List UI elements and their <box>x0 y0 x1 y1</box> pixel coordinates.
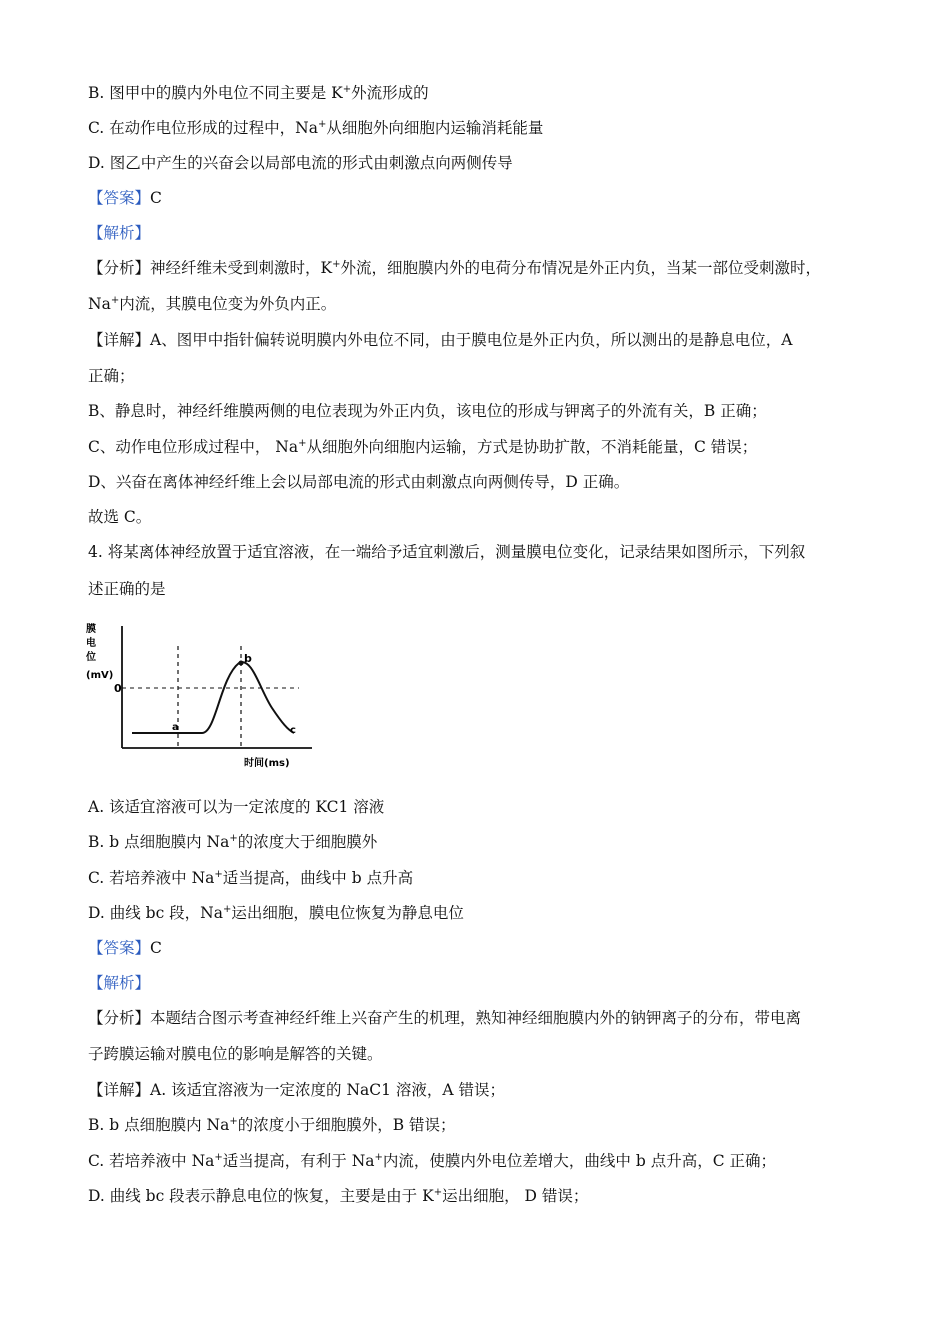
analysis-tag-2: 【解析】 <box>88 974 151 992</box>
superscript: + <box>110 294 120 306</box>
detail-line-4 <box>88 437 890 457</box>
answer-tag: 【答案】 <box>88 939 151 957</box>
text-segment: 的浓度小于细胞膜外，B 错误； <box>237 1116 456 1134</box>
superscript: + <box>229 832 238 844</box>
detail-c <box>88 1151 890 1171</box>
superscript: + <box>229 1115 238 1127</box>
superscript: + <box>223 903 232 915</box>
text-segment: 从细胞外向细胞内运输消耗能量 <box>326 119 544 137</box>
text-segment: 从细胞外向细胞内运输，方式是协助扩散，不消耗能量，C 错误； <box>306 438 758 456</box>
answer-line-2 <box>88 938 890 958</box>
question-4-stem-2: 述正确的是 <box>88 580 166 598</box>
analysis-line-2 <box>88 294 890 314</box>
superscript: + <box>214 1151 223 1163</box>
superscript: + <box>332 258 341 270</box>
analysis-line-1 <box>88 258 890 278</box>
text-segment: C. 在动作电位形成的过程中，Na <box>88 119 318 137</box>
option-a: A. 该适宜溶液可以为一定浓度的 KC1 溶液 <box>88 798 385 816</box>
text-segment: C. 若培养液中 Na <box>88 869 215 887</box>
text-segment: 运出细胞， D 错误； <box>442 1187 589 1205</box>
text-segment: 的浓度大于细胞膜外 <box>237 833 378 851</box>
text-segment: 内流，使膜内外电位差增大，曲线中 b 点升高，C 正确； <box>382 1152 776 1170</box>
superscript: + <box>342 83 352 95</box>
answer-value: C <box>150 939 162 957</box>
option-c <box>88 868 890 888</box>
membrane-potential-figure <box>84 618 324 776</box>
x-axis-label: 时间(ms) <box>244 758 290 769</box>
text-segment: B. 图甲中的膜内外电位不同主要是 K <box>88 84 343 102</box>
analysis-line-4: 子跨膜运输对膜电位的影响是解答的关键。 <box>88 1045 383 1063</box>
option-c-prev <box>88 118 890 138</box>
detail-a: 【详解】A. 该适宜溶液为一定浓度的 NaC1 溶液，A 错误； <box>88 1081 506 1099</box>
superscript: + <box>433 1186 443 1198</box>
superscript: + <box>374 1151 383 1163</box>
text-segment: 内流，其膜电位变为外负内正。 <box>119 295 337 313</box>
analysis-tag-1: 【解析】 <box>88 224 151 242</box>
text-segment: Na <box>88 295 111 313</box>
superscript: + <box>214 868 223 880</box>
detail-line-2: 正确； <box>88 367 135 385</box>
y-label-1: 膜 <box>86 624 96 635</box>
answer-value: C <box>150 189 162 207</box>
zero-label: 0 <box>114 682 122 695</box>
point-c-label: c <box>290 725 296 736</box>
y-label-2: 电 <box>86 638 96 649</box>
detail-d <box>88 1186 890 1206</box>
text-segment: 外流，细胞膜内外的电荷分布情况是外正内负，当某一部位受刺激时， <box>340 259 821 277</box>
detail-b <box>88 1115 890 1135</box>
option-b-prev <box>88 83 890 103</box>
point-b-dot <box>239 661 244 666</box>
text-segment: D. 曲线 bc 段表示静息电位的恢复，主要是由于 K <box>88 1187 434 1205</box>
point-b-label: b <box>244 652 252 665</box>
text-segment: 适当提高，曲线中 b 点升高 <box>222 869 414 887</box>
superscript: + <box>298 437 307 449</box>
text-segment: C. 若培养液中 Na <box>88 1152 215 1170</box>
text-segment: D. 曲线 bc 段，Na <box>88 904 223 922</box>
text-segment: 适当提高，有利于 Na <box>222 1152 375 1170</box>
option-d-prev: D. 图乙中产生的兴奋会以局部电流的形式由刺激点向两侧传导 <box>88 154 513 172</box>
question-4-stem-1: 4. 将某离体神经放置于适宜溶液，在一端给予适宜刺激后，测量膜电位变化，记录结果如图所示，下列叙 <box>88 543 806 561</box>
answer-tag: 【答案】 <box>88 189 151 207</box>
y-label-3: 位 <box>86 652 96 663</box>
text-segment: 【分析】神经纤维未受到刺激时，K <box>88 259 333 277</box>
option-d <box>88 903 890 923</box>
answer-line-1 <box>88 188 890 208</box>
text-segment: C、动作电位形成过程中， Na <box>88 438 299 456</box>
point-a-label: a <box>172 722 179 733</box>
text-segment: 运出细胞，膜电位恢复为静息电位 <box>231 904 464 922</box>
analysis-line-3: 【分析】本题结合图示考查神经纤维上兴奋产生的机理，熟知神经细胞膜内外的钠钾离子的分布，带电离 <box>88 1009 802 1027</box>
detail-line-1: 【详解】A、图甲中指针偏转说明膜内外电位不同，由于膜电位是外正内负，所以测出的是静息电位，A <box>88 331 793 349</box>
detail-line-5: D、兴奋在离体神经纤维上会以局部电流的形式由刺激点向两侧传导，D 正确。 <box>88 473 630 491</box>
text-segment: B. b 点细胞膜内 Na <box>88 833 230 851</box>
choose-line: 故选 C。 <box>88 508 152 526</box>
potential-curve <box>132 662 294 733</box>
text-segment: B. b 点细胞膜内 Na <box>88 1116 230 1134</box>
detail-line-3: B、静息时，神经纤维膜两侧的电位表现为外正内负，该电位的形成与钾离子的外流有关，B 正确； <box>88 402 767 420</box>
text-segment: 外流形成的 <box>351 84 429 102</box>
superscript: + <box>317 118 327 130</box>
option-b <box>88 832 890 852</box>
y-label-4: (mV) <box>86 670 114 681</box>
